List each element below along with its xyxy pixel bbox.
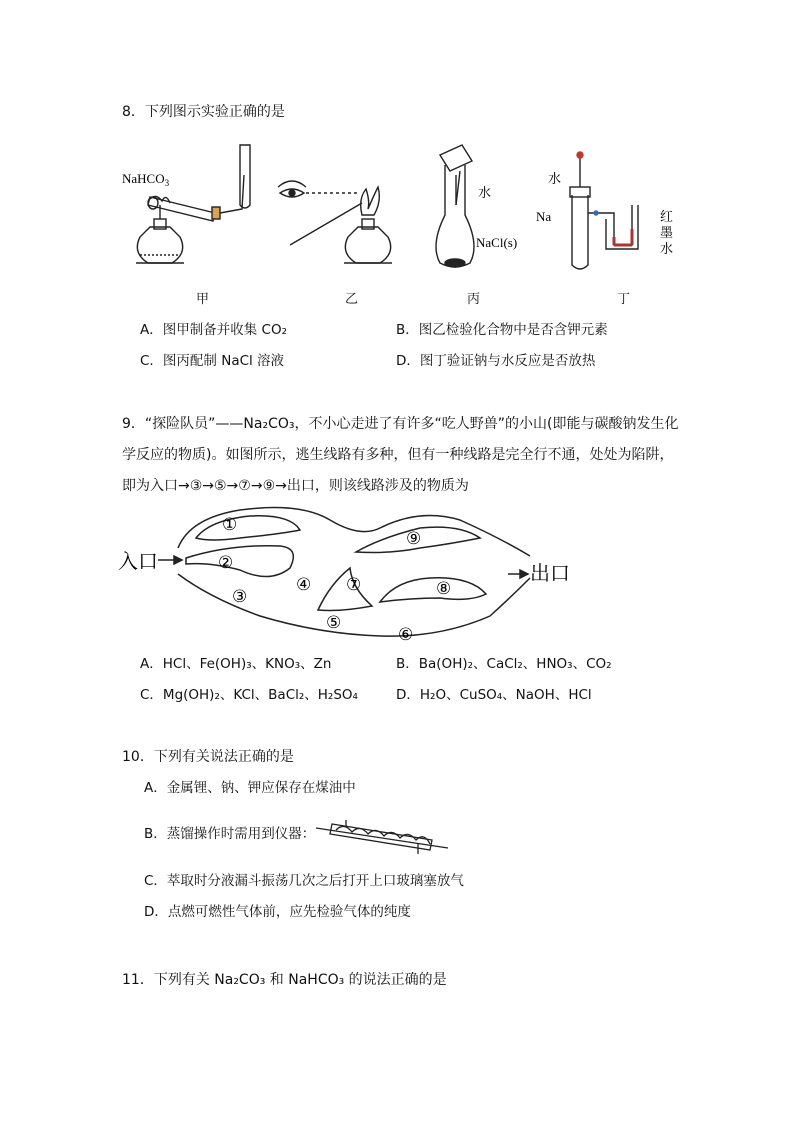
node-5: ⑤: [326, 613, 342, 632]
maze-exit: 出口: [530, 563, 570, 585]
q9-option-c: C．Mg(OH)₂、KCl、BaCl₂、H₂SO₄: [140, 687, 358, 703]
node-8: ⑧: [436, 579, 452, 598]
caption-yi: 乙: [345, 292, 359, 307]
node-4: ④: [296, 575, 312, 594]
volumetric-flask-bing: [436, 145, 474, 267]
q8-option-c: C．图丙配制 NaCl 溶液: [140, 353, 285, 369]
q9-stem-line-2: 学反应的物质)。如图所示，逃生线路有多种，但有一种线路是完全行不通，处处为陷阱，: [122, 447, 674, 463]
label-na: Na: [536, 209, 552, 224]
label-red-ink-3: 水: [660, 241, 674, 256]
q9-maze: [0, 498, 794, 648]
node-3: ③: [232, 587, 248, 606]
node-6: ⑥: [398, 625, 414, 644]
alcohol-lamp-jia: [136, 205, 184, 263]
maze-entrance: 入口: [118, 551, 158, 573]
q9-option-b: B．Ba(OH)₂、CaCl₂、HNO₃、CO₂: [396, 656, 612, 672]
label-red-ink-2: 墨: [660, 225, 674, 240]
flame-test-yi: [278, 181, 392, 263]
caption-ding: 丁: [617, 292, 631, 307]
caption-jia: 甲: [196, 292, 210, 307]
q9-stem-line-3: 即为入口→③→⑤→⑦→⑨→出口，则该线路涉及的物质为: [122, 478, 469, 494]
q10-option-b: B．蒸馏操作时需用到仪器：: [144, 826, 316, 842]
q9-option-a: A．HCl、Fe(OH)₃、KNO₃、Zn: [140, 656, 332, 672]
condenser-icon: [312, 818, 452, 858]
label-red-ink-1: 红: [660, 209, 674, 224]
label-water-ding: 水: [548, 171, 562, 186]
caption-bing: 丙: [467, 292, 481, 307]
u-tube-apparatus-ding: [570, 152, 638, 269]
q9-option-d: D．H₂O、CuSO₄、NaOH、HCl: [396, 687, 592, 703]
label-nahco3: NaHCO$_3$: [122, 171, 170, 188]
q11-stem: 11．下列有关 Na₂CO₃ 和 NaHCO₃ 的说法正确的是: [122, 972, 447, 988]
q8-figure: [0, 135, 794, 315]
node-9: ⑨: [406, 529, 422, 548]
q8-option-b: B．图乙检验化合物中是否含钾元素: [396, 322, 608, 338]
label-nacl-solid: NaCl(s): [476, 235, 518, 250]
label-water-bing: 水: [478, 185, 492, 200]
node-7: ⑦: [346, 575, 362, 594]
q10-stem: 10．下列有关说法正确的是: [122, 749, 294, 765]
q9-stem-line-1: 9．“探险队员”——Na₂CO₃，不小心走进了有许多“吃人野兽”的小山(即能与碳酸钠发生化: [122, 416, 679, 432]
q10-option-d: D．点燃可燃性气体前，应先检验气体的纯度: [144, 904, 411, 920]
q10-option-c: C．萃取时分液漏斗振荡几次之后打开上口玻璃塞放气: [144, 873, 464, 889]
node-2: ②: [218, 553, 234, 572]
q8-option-a: A．图甲制备并收集 CO₂: [140, 322, 287, 338]
q8-option-d: D．图丁验证钠与水反应是否放热: [396, 353, 596, 369]
q8-stem: 8．下列图示实验正确的是: [122, 104, 285, 120]
node-1: ①: [222, 515, 238, 534]
q10-option-a: A．金属锂、钠、钾应保存在煤油中: [144, 780, 356, 796]
